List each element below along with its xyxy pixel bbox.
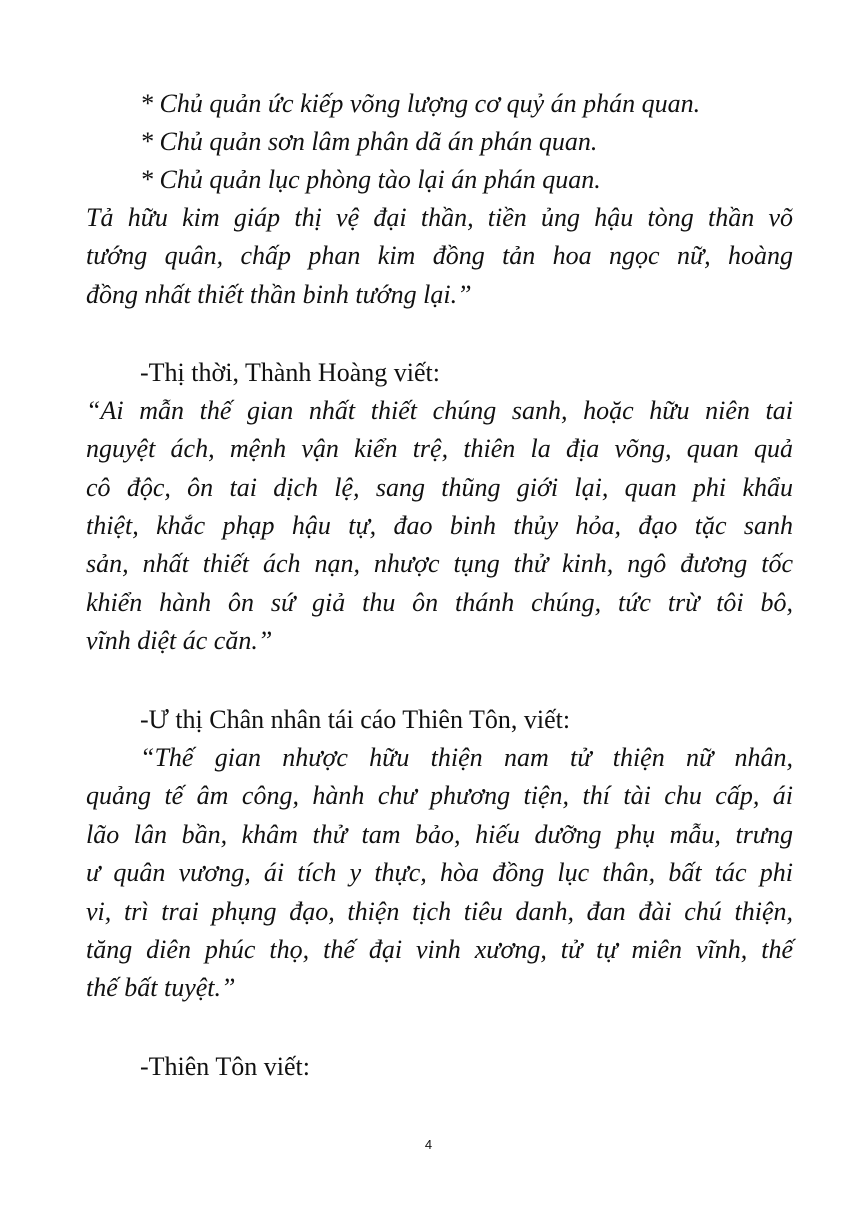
- page-number: 4: [424, 1137, 433, 1152]
- quote-line: “Ai mẫn thế gian nhất thiết chúng sanh, hoặc hữu niên tai: [86, 396, 793, 425]
- quote-line: tăng diên phúc thọ, thế đại vinh xương, tử tự miên vĩnh, thế: [86, 935, 793, 964]
- quote-line: thiệt, khắc phạp hậu tự, đao binh thủy hỏa, đạo tặc sanh: [86, 511, 793, 540]
- quote-line: nguyệt ách, mệnh vận kiển trệ, thiên la địa võng, quan quả: [86, 434, 793, 463]
- quote-line: cô độc, ôn tai dịch lệ, sang thũng giới lại, quan phi khẩu: [86, 473, 793, 502]
- quote-line: “Thế gian nhược hữu thiện nam tử thiện nữ nhân,: [140, 743, 793, 772]
- list-item: * Chủ quản lục phòng tào lại án phán quan.: [140, 165, 601, 194]
- section-heading: -Ư thị Chân nhân tái cáo Thiên Tôn, viết:: [140, 705, 571, 734]
- quote-line: vĩnh diệt ác căn.”: [86, 626, 273, 655]
- quote-line: sản, nhất thiết ách nạn, nhược tụng thử kinh, ngô đương tốc: [86, 549, 793, 578]
- paragraph-line: tướng quân, chấp phan kim đồng tản hoa ngọc nữ, hoàng: [86, 241, 793, 270]
- quote-line: vi, trì trai phụng đạo, thiện tịch tiêu danh, đan đài chú thiện,: [86, 897, 793, 926]
- quote-line: quảng tế âm công, hành chư phương tiện, thí tài chu cấp, ái: [86, 781, 793, 810]
- quote-line: khiển hành ôn sứ giả thu ôn thánh chúng, tức trừ tôi bô,: [86, 588, 793, 617]
- quote-line: thế bất tuyệt.”: [86, 973, 236, 1002]
- list-item: * Chủ quản sơn lâm phân dã án phán quan.: [140, 127, 598, 156]
- paragraph-line: Tả hữu kim giáp thị vệ đại thần, tiền ủng hậu tòng thần võ: [86, 203, 793, 232]
- quote-line: lão lân bần, khâm thử tam bảo, hiếu dưỡng phụ mẫu, trưng: [86, 820, 793, 849]
- section-heading: -Thiên Tôn viết:: [140, 1052, 310, 1081]
- list-item: * Chủ quản ức kiếp võng lượng cơ quỷ án phán quan.: [140, 89, 701, 118]
- quote-line: ư quân vương, ái tích y thực, hòa đồng lục thân, bất tác phi: [86, 858, 793, 887]
- paragraph-line: đồng nhất thiết thần binh tướng lại.”: [86, 280, 472, 309]
- section-heading: -Thị thời, Thành Hoàng viết:: [140, 358, 440, 387]
